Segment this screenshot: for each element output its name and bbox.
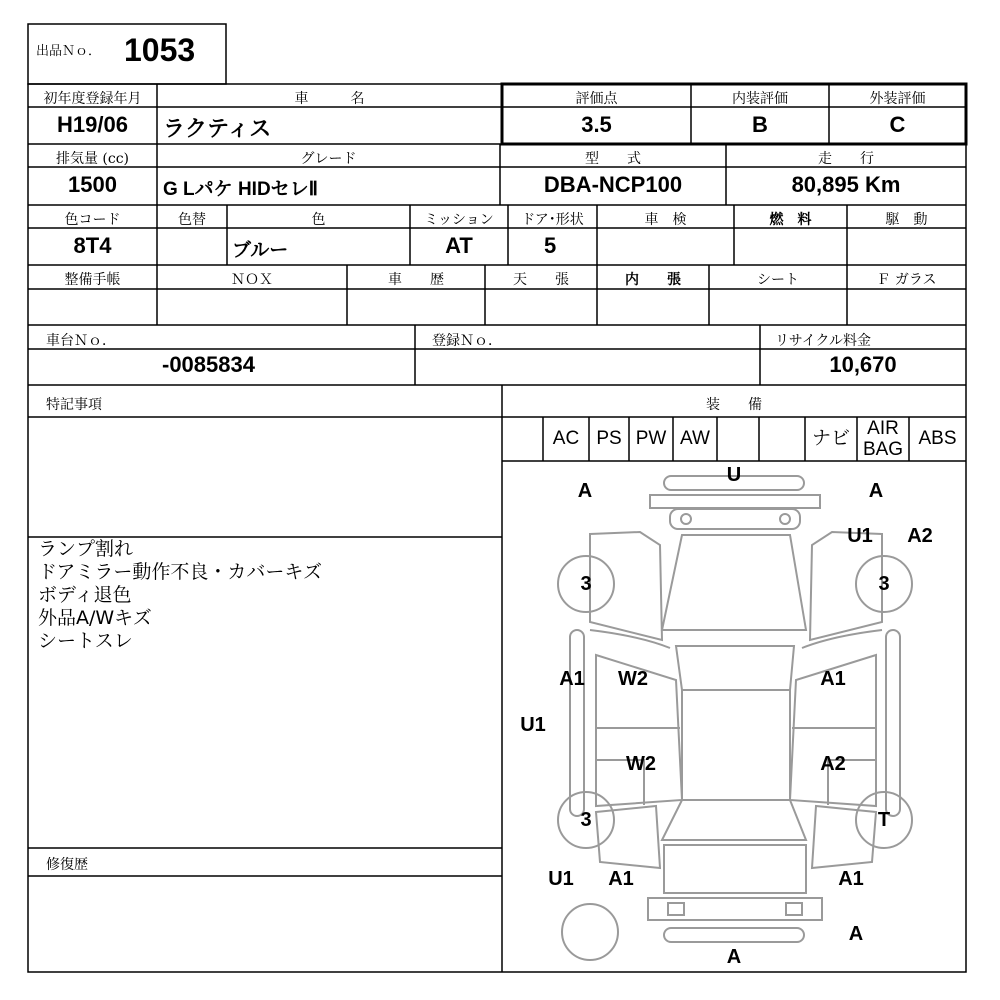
damage-mark-rear-glass: W2 bbox=[626, 753, 656, 775]
drive-label: 駆 動 bbox=[885, 212, 928, 228]
note-line: ランプ割れ bbox=[38, 538, 134, 560]
equipment-item: PS bbox=[596, 428, 622, 449]
color-code-value: 8T4 bbox=[73, 233, 112, 258]
interior-value: B bbox=[752, 112, 768, 137]
damage-mark-rear-right2: A bbox=[848, 923, 864, 945]
damage-mark-windshield: W2 bbox=[618, 668, 648, 690]
model-value: DBA-NCP100 bbox=[543, 172, 683, 197]
car-name-label: 車 名 bbox=[294, 91, 365, 107]
note-line: ドアミラー動作不良・カバーキズ bbox=[38, 561, 323, 583]
damage-mark-rear-left1: U1 bbox=[548, 868, 574, 890]
fuel-label: 燃 料 bbox=[769, 212, 812, 228]
equipment-item: AIR BAG bbox=[862, 418, 904, 460]
color-code-label: 色コード bbox=[64, 212, 121, 228]
notes-label: 特記事項 bbox=[46, 397, 102, 413]
damage-mark-right-door-front: A1 bbox=[820, 668, 846, 690]
maintenance-label: 整備手帳 bbox=[64, 272, 121, 288]
equipment-item: PW bbox=[635, 428, 667, 449]
interior-label: 内装評価 bbox=[732, 91, 788, 107]
note-line: 外品A/Wキズ bbox=[38, 607, 152, 629]
chassis-value: -0085834 bbox=[162, 352, 255, 377]
lot-label: 出品Ｎｏ． bbox=[36, 44, 102, 59]
interior-trim-label: 内 張 bbox=[625, 272, 681, 288]
mission-label: ミッション bbox=[424, 212, 494, 228]
reg-label: 登録Ｎｏ． bbox=[432, 333, 502, 349]
damage-mark-tire-fl: 3 bbox=[580, 573, 592, 595]
chassis-label: 車台Ｎｏ． bbox=[46, 333, 116, 349]
damage-mark-rear-right: A1 bbox=[838, 868, 864, 890]
damage-mark-tire-rr: T bbox=[877, 809, 891, 831]
lot-number: 1053 bbox=[124, 32, 196, 68]
damage-mark-front-left: A bbox=[577, 480, 593, 502]
color-change-label: 色替 bbox=[178, 212, 206, 228]
model-label: 型 式 bbox=[585, 151, 641, 167]
score-label: 評価点 bbox=[575, 91, 618, 107]
first-reg-value: H19/06 bbox=[57, 112, 128, 137]
equipment-item: AC bbox=[552, 428, 580, 449]
mileage-label: 走 行 bbox=[818, 151, 874, 167]
inspection-label: 車 検 bbox=[644, 212, 687, 228]
ceiling-label: 天 張 bbox=[513, 272, 569, 288]
color-label: 色 bbox=[311, 212, 326, 228]
equipment-item: AW bbox=[680, 428, 710, 449]
seat-label: シート bbox=[757, 272, 799, 288]
fglass-label: Ｆ ガラス bbox=[876, 272, 937, 288]
note-line: ボディ退色 bbox=[38, 584, 132, 606]
equipment-item: ナビ bbox=[811, 428, 850, 449]
door-label: ドア･形状 bbox=[521, 212, 584, 228]
mission-value: AT bbox=[445, 233, 473, 258]
damage-mark-rear-bottom: A bbox=[726, 946, 742, 968]
displacement-label: 排気量 (cc) bbox=[55, 151, 130, 167]
damage-mark-right-door-rear: A2 bbox=[820, 753, 846, 775]
grade-value: G Lパケ HIDセレⅡ bbox=[163, 179, 319, 200]
recycle-label: リサイクル料金 bbox=[775, 333, 872, 349]
damage-mark-left-side: U1 bbox=[520, 714, 546, 736]
note-line: シートスレ bbox=[38, 630, 133, 652]
repair-label: 修復歴 bbox=[46, 857, 88, 873]
score-value: 3.5 bbox=[581, 112, 612, 137]
color-value: ブルー bbox=[232, 240, 289, 261]
equipment-label: 装 備 bbox=[706, 397, 762, 413]
damage-mark-right-top1: U1 bbox=[847, 525, 873, 547]
damage-mark-rear-left2: A1 bbox=[608, 868, 634, 890]
damage-mark-right-top2: A2 bbox=[907, 525, 933, 547]
car-name-value: ラクティス bbox=[163, 116, 272, 141]
equipment-item: ABS bbox=[918, 428, 957, 449]
mileage-value: 80,895 Km bbox=[791, 172, 901, 197]
displacement-value: 1500 bbox=[68, 172, 117, 197]
exterior-label: 外装評価 bbox=[869, 91, 926, 107]
damage-mark-tire-rl: 3 bbox=[580, 809, 592, 831]
recycle-value: 10,670 bbox=[829, 352, 897, 377]
damage-mark-roof-top: U bbox=[726, 464, 742, 486]
nox-label: ＮＯＸ bbox=[231, 272, 273, 288]
door-value: 5 bbox=[544, 233, 557, 258]
grade-label: グレード bbox=[300, 151, 357, 167]
history-label: 車 歴 bbox=[388, 272, 444, 288]
damage-mark-tire-fr: 3 bbox=[878, 573, 890, 595]
damage-mark-front-right: A bbox=[868, 480, 884, 502]
damage-mark-left-door-front: A1 bbox=[559, 668, 585, 690]
first-reg-label: 初年度登録年月 bbox=[43, 91, 142, 107]
exterior-value: C bbox=[889, 112, 906, 137]
